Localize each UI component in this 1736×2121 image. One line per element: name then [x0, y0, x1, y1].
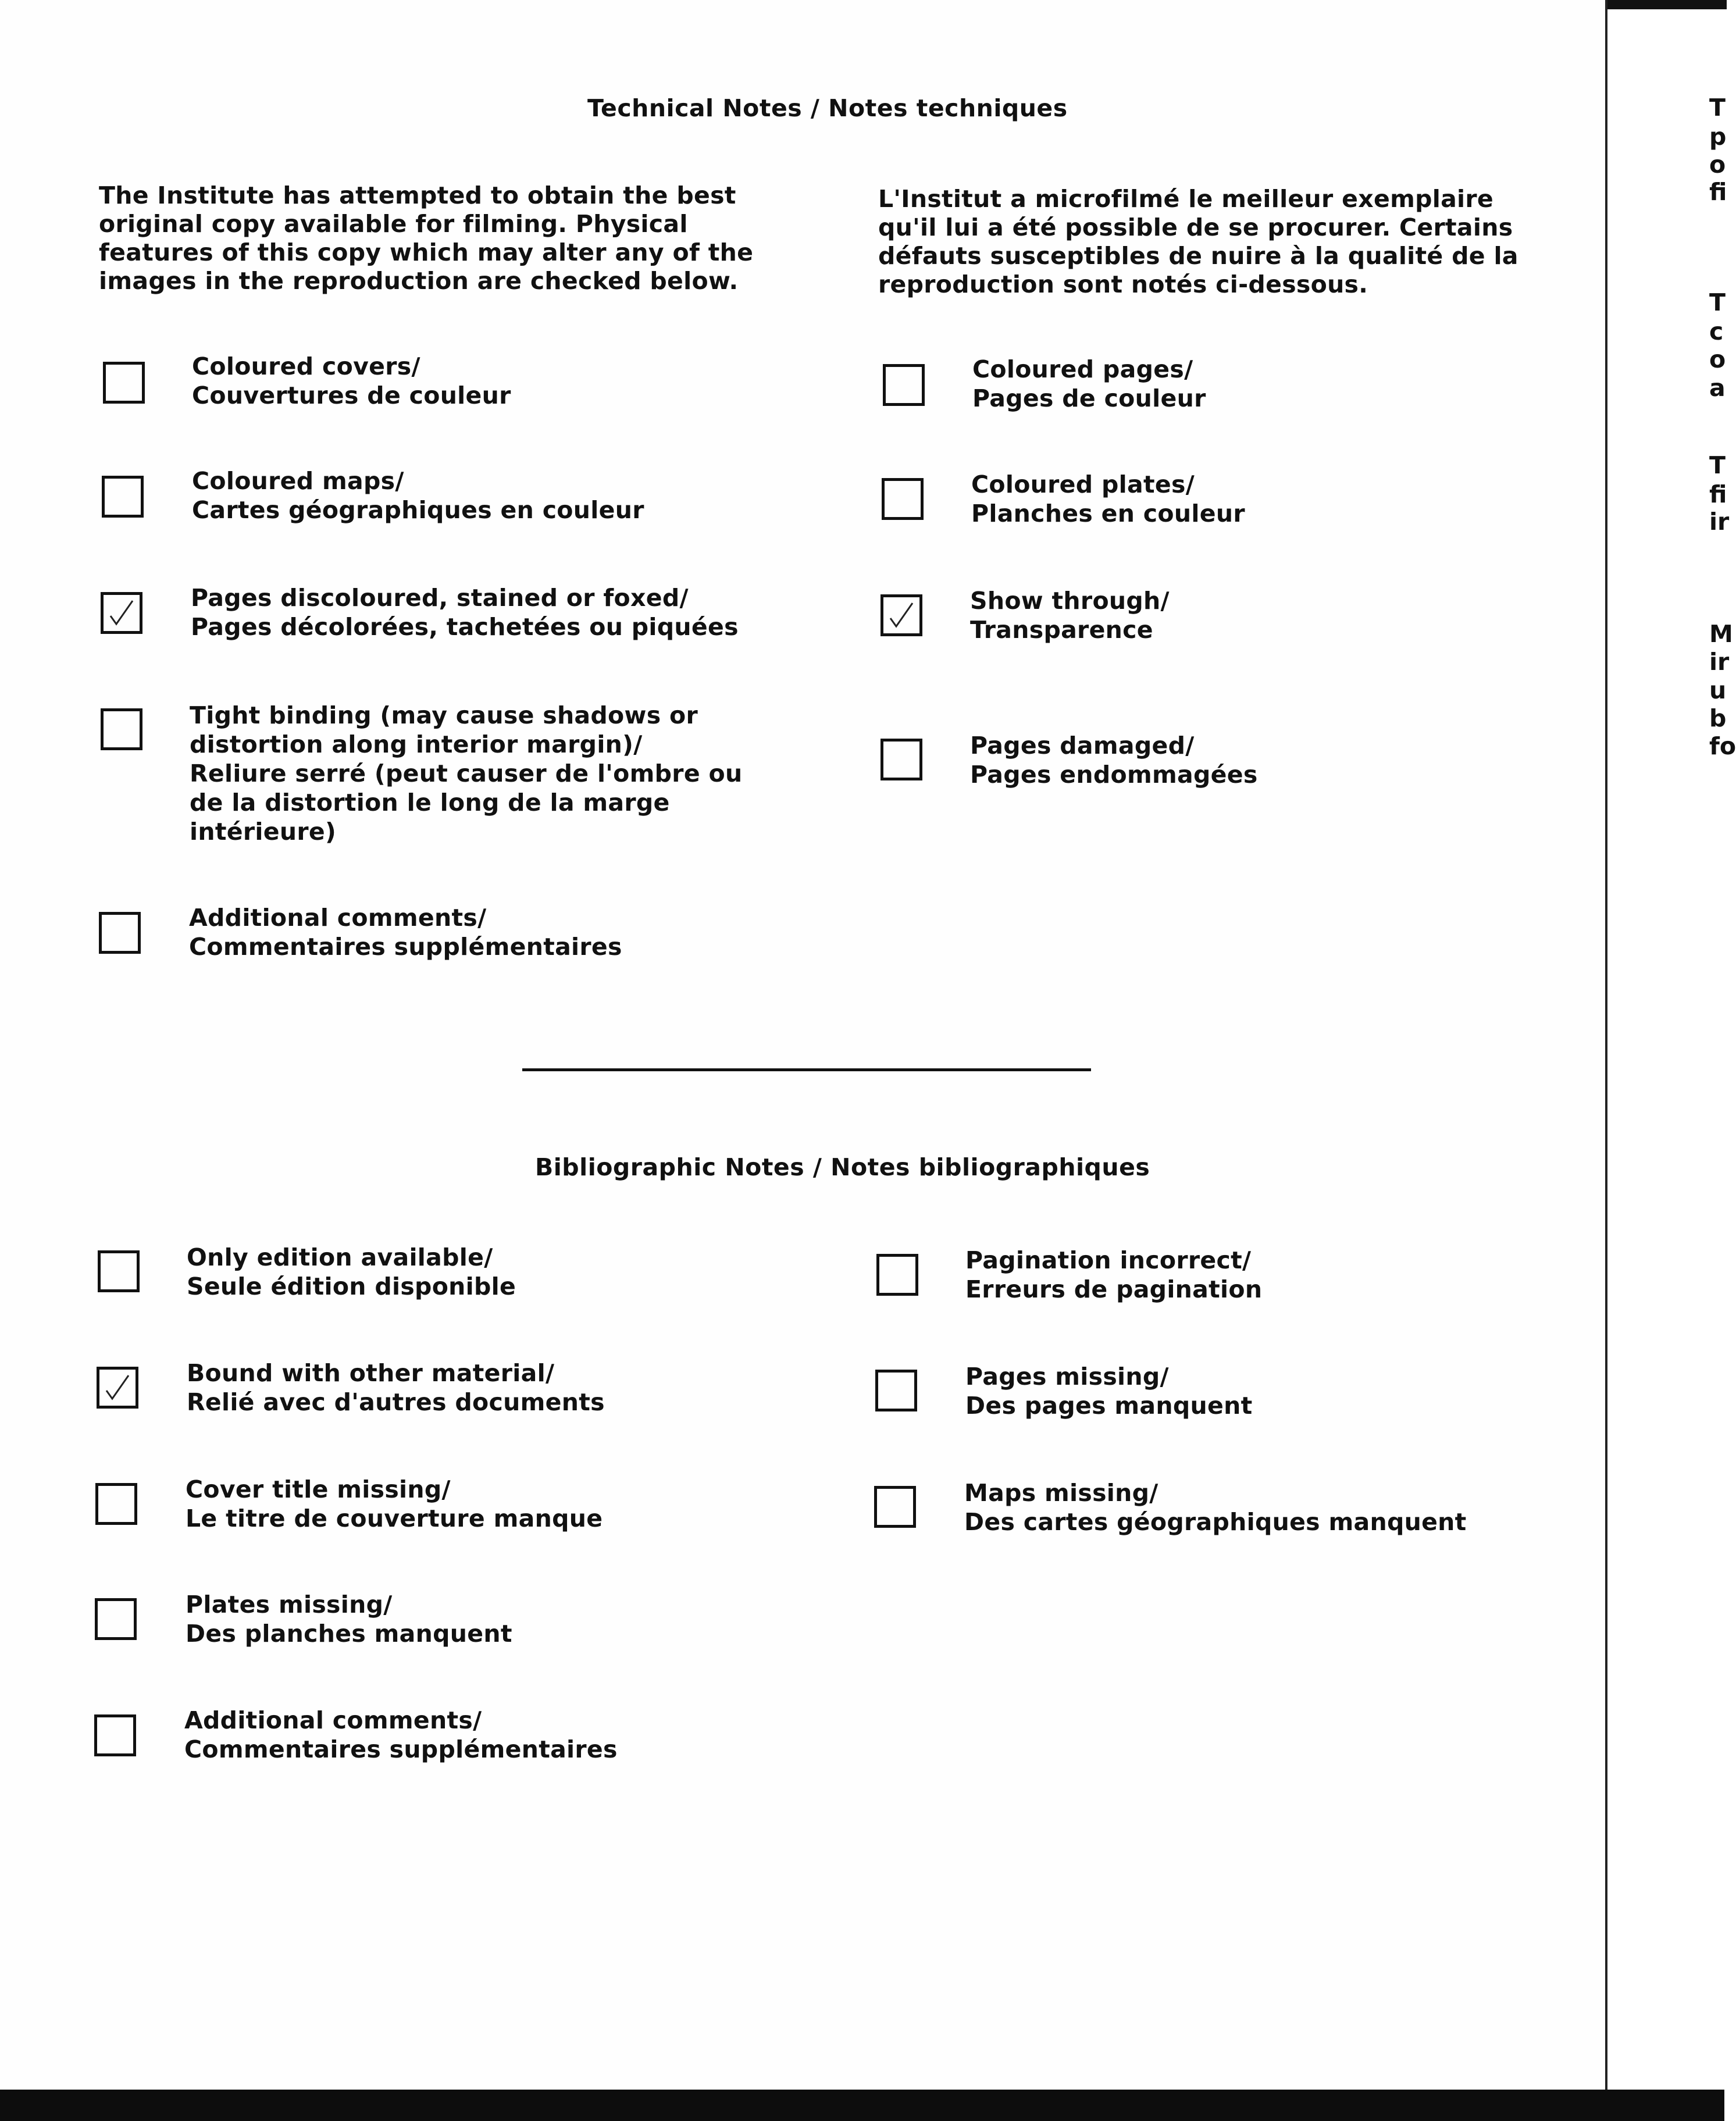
adjacent-page-letter: o [1709, 151, 1726, 179]
label-line: Pagination incorrect/ [965, 1246, 1252, 1274]
technical-intro-french [878, 185, 1518, 299]
bibliographic-notes-heading: Bibliographic Notes / Notes bibliographiques [535, 1153, 1150, 1181]
checkbox-only-edition[interactable] [98, 1250, 140, 1292]
label-line: Le titre de couverture manque [186, 1505, 603, 1532]
checkbox-additional-comments-bibliographic[interactable] [94, 1714, 136, 1756]
label-pages-missing [965, 1362, 1252, 1420]
intro-fr-line: défauts susceptibles de nuire à la qualité de la [878, 242, 1518, 270]
checkmark-icon [104, 1373, 131, 1402]
adjacent-page-top-border [1607, 0, 1727, 9]
intro-fr-line: L'Institut a microfilmé le meilleur exemplaire [878, 185, 1494, 213]
label-additional-comments-technical [189, 903, 622, 961]
label-coloured-pages [972, 355, 1206, 413]
label-bound-with-other [187, 1359, 605, 1417]
intro-fr-line: reproduction sont notés ci-dessous. [878, 270, 1368, 298]
checkbox-additional-comments-technical[interactable] [99, 912, 141, 954]
label-line: Additional comments/ [184, 1706, 482, 1734]
label-pages-discoloured [191, 583, 739, 641]
label-line: Pages discoloured, stained or foxed/ [191, 584, 689, 612]
label-line: Coloured maps/ [192, 467, 404, 495]
film-border-bottom [0, 2090, 1724, 2121]
label-line: intérieure) [190, 818, 336, 846]
label-line: Additional comments/ [189, 904, 487, 932]
label-line: Planches en couleur [971, 500, 1245, 527]
label-coloured-plates [971, 470, 1245, 528]
label-line: Pages de couleur [972, 384, 1206, 412]
label-line: Des planches manquent [186, 1620, 512, 1648]
label-plates-missing [186, 1590, 512, 1648]
label-line: Des cartes géographiques manquent [964, 1508, 1467, 1536]
checkbox-bound-with-other[interactable] [97, 1367, 138, 1409]
checkbox-coloured-plates[interactable] [882, 478, 924, 520]
adjacent-page-letter: T [1709, 288, 1726, 316]
label-line: Tight binding (may cause shadows or [190, 701, 698, 729]
label-coloured-maps [192, 466, 644, 525]
section-divider [522, 1068, 1091, 1071]
label-line: Transparence [970, 616, 1153, 644]
label-maps-missing [964, 1478, 1467, 1537]
intro-fr-line: qu'il lui a été possible de se procurer. Certains [878, 213, 1513, 241]
label-line: Pages endommagées [970, 761, 1258, 789]
adjacent-page-letter: fo [1709, 732, 1736, 760]
label-line: de la distortion le long de la marge [190, 789, 670, 817]
label-line: Pages missing/ [965, 1363, 1169, 1391]
adjacent-page-letter: o [1709, 345, 1726, 373]
adjacent-page-letter: fi [1709, 480, 1727, 508]
label-line: Maps missing/ [964, 1479, 1158, 1507]
label-line: Plates missing/ [186, 1591, 393, 1619]
checkbox-pages-damaged[interactable] [881, 739, 922, 780]
label-line: Relié avec d'autres documents [187, 1388, 605, 1416]
adjacent-page-letter: ir [1709, 508, 1730, 536]
adjacent-page-letter: T [1709, 94, 1726, 122]
checkbox-plates-missing[interactable] [95, 1598, 137, 1640]
checkbox-pagination-incorrect[interactable] [876, 1254, 918, 1296]
label-line: Show through/ [970, 587, 1170, 615]
checkbox-cover-title-missing[interactable] [95, 1483, 137, 1525]
label-line: Commentaires supplémentaires [184, 1735, 618, 1763]
label-line: Des pages manquent [965, 1392, 1253, 1420]
label-line: Only edition available/ [187, 1243, 493, 1271]
label-line: distortion along interior margin)/ [190, 730, 643, 758]
adjacent-page-letter: M [1709, 620, 1733, 648]
checkbox-coloured-pages[interactable] [883, 364, 925, 406]
checkbox-coloured-maps[interactable] [102, 476, 144, 518]
label-line: Erreurs de pagination [965, 1275, 1263, 1303]
label-pagination-incorrect [965, 1246, 1262, 1304]
intro-en-line: original copy available for filming. Physical [99, 210, 688, 238]
adjacent-page-letter: fi [1709, 178, 1727, 206]
label-coloured-covers [192, 352, 511, 410]
adjacent-page-letter: ir [1709, 648, 1730, 676]
label-line: Cartes géographiques en couleur [192, 496, 644, 524]
adjacent-page-letter: a [1709, 374, 1726, 402]
adjacent-page-edge [1605, 0, 1727, 2121]
technical-notes-heading: Technical Notes / Notes techniques [587, 94, 1068, 122]
adjacent-page-letter: b [1709, 704, 1727, 732]
intro-en-line: images in the reproduction are checked below. [99, 267, 739, 295]
label-tight-binding [190, 701, 742, 846]
adjacent-page-letter: p [1709, 123, 1727, 151]
label-line: Cover title missing/ [186, 1475, 451, 1503]
label-show-through [970, 586, 1170, 644]
label-line: Pages décolorées, tachetées ou piquées [191, 613, 739, 641]
label-cover-title-missing [186, 1475, 603, 1533]
label-only-edition [187, 1243, 516, 1301]
checkbox-maps-missing[interactable] [874, 1486, 916, 1528]
label-line: Coloured covers/ [192, 352, 420, 380]
intro-en-line: features of this copy which may alter any of the [99, 238, 754, 266]
adjacent-page-letter: T [1709, 451, 1726, 479]
technical-intro-english [99, 181, 753, 295]
label-line: Coloured pages/ [972, 355, 1193, 383]
label-line: Seule édition disponible [187, 1272, 516, 1300]
checkbox-pages-missing[interactable] [875, 1370, 917, 1411]
label-line: Reliure serré (peut causer de l'ombre ou [190, 760, 743, 787]
adjacent-page-letter: u [1709, 676, 1727, 704]
checkmark-icon [888, 601, 915, 630]
label-line: Couvertures de couleur [192, 382, 511, 409]
checkbox-coloured-covers[interactable] [103, 362, 145, 404]
label-line: Pages damaged/ [970, 732, 1195, 760]
checkbox-tight-binding[interactable] [101, 708, 142, 750]
checkbox-show-through[interactable] [881, 594, 922, 636]
label-line: Bound with other material/ [187, 1359, 555, 1387]
checkbox-pages-discoloured[interactable] [101, 592, 142, 634]
label-line: Coloured plates/ [971, 470, 1195, 498]
adjacent-page-letter: c [1709, 318, 1724, 345]
intro-en-line: The Institute has attempted to obtain the best [99, 181, 736, 209]
label-additional-comments-bibliographic [184, 1706, 618, 1764]
checkmark-icon [108, 598, 135, 628]
label-line: Commentaires supplémentaires [189, 933, 622, 961]
label-pages-damaged [970, 731, 1258, 789]
